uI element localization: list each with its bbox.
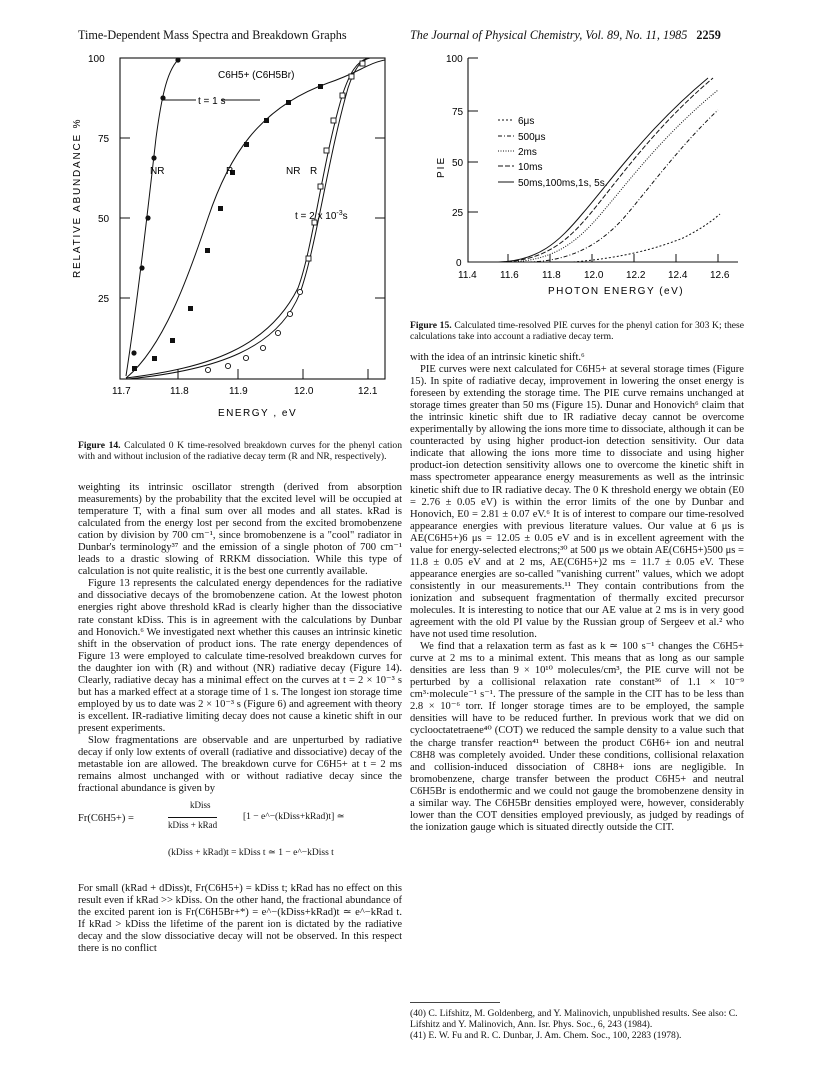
fig14-caption-text: Calculated 0 K time-resolved breakdown curves for the phenyl cation with and without inclusion of the radiative decay term (R and NR, respectively).	[78, 440, 402, 463]
eq-tail-1: [1 − e^−(kDiss+kRad)t] ≃	[243, 812, 345, 823]
right-paragraph-2: PIE curves were next calculated for C6H5+ at several storage times (Figure 15). In spite of radiative decay, improvement in lowering the onset energy is foreseen by extending the storage time. The PIE curve remains unchanged at storage times greater than 50 ms (Figure 15). Dunar and Honovich⁶ claim that the intrinsic kinetic shift due to IR radiative decay cannot be overcome experimentally by allowing the ions more time to dissociate, although it can be counteracted by using higher product-ion detection sensitivity. Our data indicate that allowing the ions more time to dissociate and using higher product-ion detection sensitivity allows one to overcome the kinetic shift in mass spectrometer appearance energy measurements as well as the intrinsic kinetic shift due to IR radiative decay. The 0 K threshold energy we obtain (E0 = 2.76 ± 0.05 eV) is within the error limits of the one by Dunbar and Honovich, E0 = 2.81 ± 0.07 eV.⁶ It is of interest to compare our time-resolved appearance energies with previous literature values. Our value at 6 μs is AE(C6H5+)6 μs = 12.05 ± 0.05 eV and is in excellent agreement with the value for energy-selected electrons;³⁰ at 500 μs we obtain AE(C6H5+)500 μs = 11.8 ± 0.05 eV and at 2 ms, AE(C6H5+)2 ms = 11.7 ± 0.05 eV. These appearance energies are so-called "vanishing current" values, which we adopt consistently in our measurements.¹¹ They contain contributions from the ionization and subsequent fragmentation of thermally excited precursor molecules. It is interesting to notice that our AE value at 2 ms is in very good agreement with the old PI value by the Russian group of Sergeev et al.² who have not used time resolution.	[410, 364, 744, 641]
figure-15	[408, 48, 738, 313]
fig15-xtick-6: 12.6	[710, 270, 730, 281]
fig14-curve-1s-nr	[126, 58, 180, 376]
fig14-ytick-25: 25	[98, 294, 110, 305]
fig15-xtick-2: 11.8	[542, 270, 561, 281]
fig15-ytick-0: 0	[456, 258, 462, 269]
right-paragraph-3: We find that a relaxation term as fast as k ≃ 100 s⁻¹ changes the C6H5+ curve at 2 ms to a minimal extent. This means that as long as our sample densities are less than 9 × 10¹⁰ molecules/cm³, the PIE curve will not be perturbed by a collisional relaxation rate constant³⁶ of 1.1 × 10⁻⁹ cm³·molecule⁻¹ s⁻¹. The pressure of the sample in the CIT has to be less than 2.8 × 10⁻⁶ torr. If longer storage times are to be employed, the sample densities will have to be reduced further. In previous work that we did on cyclooctatetraene⁴⁰ (COT) we reduced the sample density to a value such that the charge transfer reaction⁴¹ between the product C6H6+ ion and neutral C8H8 was completely avoided. Under these conditions, collisional relaxation and collision-induced dissociation of C8H8+ ions are negligible. In bromobenzene, charge transfer between the product C6H5+ and neutral C6H5Br is endothermic and we could not gauge the bromobenzene density in a similar way. The C6H5Br densities employed were, however, considerably lower than the COT densities employed previously, as judged by readings of the ionization gauge which is situated directly outside the CIT.	[410, 641, 744, 833]
fig15-xtick-3: 12.0	[584, 270, 604, 281]
fig15-ytick-75: 75	[452, 107, 464, 118]
running-header-left: Time-Dependent Mass Spectra and Breakdown Graphs	[78, 28, 347, 42]
fig15-legend-2ms: 2ms	[518, 147, 537, 158]
eq-den: kDiss + kRad	[168, 817, 217, 831]
fig14-xtick-1: 11.8	[170, 386, 189, 397]
fig14-label-r: R	[226, 166, 234, 177]
fig15-legend-50ms: 50ms,100ms,1s, 5s.	[518, 178, 608, 189]
left-column	[78, 482, 402, 956]
fig15-caption-label: Figure 15.	[410, 320, 452, 331]
left-paragraph-3: Slow fragmentations are observable and are unperturbed by radiative decay if only low extents of overall (radiative and dissociative) decay of the metastable ion are allowed. The breakdown curve for C6H5+ at t = 2 ms remains almost unchanged with or without radiative decay since the fractional abundance is given by	[78, 734, 402, 795]
fig15-legend-10ms: 10ms	[518, 162, 543, 173]
right-column	[410, 352, 744, 834]
fig14-label-nr: NR	[150, 166, 165, 177]
fig15-xtick-4: 12.2	[626, 270, 646, 281]
fig14-label-nr2: NR	[286, 166, 301, 177]
fig15-ytick-50: 50	[452, 158, 464, 169]
left-paragraph-2: Figure 13 represents the calculated energy dependences for the radiative and dissociative decays of the bromobenzene cation. At the lowest photon energies right above threshold kRad is clearly higher than the dissociative rate constant kDiss. This is in agreement with the calculations by Dunbar and Honovich.⁶ We investigated next whether this causes an intrinsic kinetic shift in the observation of product ions. The rate energy dependences of Figure 13 were employed to calculate time-resolved breakdown curves for the daughter ion with (R) and without (NR) radiative decay (Figure 14). Clearly, radiative decay has a minimal effect on the curves at t = 2 × 10⁻³ s but has a marked effect at a storage time of 1 s. The longest ion storage time employed by us to date was 2 × 10⁻³ s (Figure 6) and agreement with theory is excellent. IR-radiative limiting decay does not cause a kinetic shift in our present experiments.	[78, 578, 402, 734]
right-paragraph-1: with the idea of an intrinsic kinetic shift.⁶	[410, 352, 585, 363]
equation-fr	[78, 799, 402, 877]
fig15-xlabel: PHOTON ENERGY (eV)	[548, 286, 685, 297]
left-paragraph-4: For small (kRad + dDiss)t, Fr(C6H5+) = kDiss t; kRad has no effect on this result even if kRad >> kDiss. On the other hand, the fractional abundance of the excited parent ion is Fr(C6H5Br+*) = e^−(kDiss+kRad)t ≃ e^−kRad t. If kRad > kDiss the lifetime of the parent ion is dictated by the radiative decay and the slow dissociative decay will not be observed. In this respect there is no conflict	[78, 883, 402, 955]
footnote-rule	[410, 1002, 500, 1003]
fig15-xtick-0: 11.4	[458, 270, 477, 281]
eq-num: kDiss	[190, 800, 211, 811]
journal-citation: The Journal of Physical Chemistry, Vol. 89, No. 11, 1985	[410, 28, 688, 42]
running-header-right	[410, 28, 721, 43]
fig14-t1-label: t = 1 s	[198, 96, 226, 107]
fig14-xtick-0: 11.7	[112, 386, 131, 397]
fig14-xtick-2: 11.9	[229, 386, 248, 397]
left-paragraph-1: weighting its intrinsic oscillator strength (derived from absorption measurements) by the probability that the excited level will be occupied at temperature T, with a final sum over all modes and all states. kRad is calculated from the energy lost per second from the excited bromobenzene cation by division by 700 cm⁻¹, since bromobenzene is a "cool" radiator in Dunbar's terminology³⁷ and the emission of a single photon of 700 cm⁻¹ leads to a drastic slowing of RRKM dissociation. While this type of calculation is not quite realistic, it is the best one currently available.	[78, 482, 402, 578]
footnote-41: (41) E. W. Fu and R. C. Dunbar, J. Am. Chem. Soc., 100, 2283 (1978).	[410, 1030, 682, 1041]
fig15-xtick-5: 12.4	[668, 270, 688, 281]
fig15-ylabel: PIE	[436, 155, 447, 178]
eq-tail-2: (kDiss + kRad)t = kDiss t ≃ 1 − e^−kDiss t	[168, 848, 334, 859]
fig15-curve-6us	[573, 214, 720, 262]
fig14-xtick-3: 12.0	[294, 386, 314, 397]
fig14-t2-label: t = 2 x $10^{-3}s$	[295, 210, 348, 222]
fig14-xtick-4: 12.1	[358, 386, 378, 397]
fig15-ytick-25: 25	[452, 208, 464, 219]
fig14-xlabel: ENERGY , eV	[218, 408, 298, 419]
fig14-ytick-75: 75	[98, 134, 110, 145]
fig14-caption-label: Figure 14.	[78, 440, 121, 451]
fig15-axes	[468, 58, 738, 262]
footnotes	[410, 1008, 744, 1041]
fig15-ytick-100: 100	[446, 54, 463, 65]
figure-14-caption	[78, 440, 402, 462]
fig15-legend-6us: 6μs	[518, 116, 535, 127]
fig14-label-r2: R	[310, 166, 318, 177]
fig14-ytick-100: 100	[88, 54, 105, 65]
figure-14	[68, 48, 398, 423]
fig15-caption-text: Calculated time-resolved PIE curves for the phenyl cation for 303 K; these calculations take into account a radiative decay term.	[410, 320, 744, 343]
figure-15-caption	[410, 320, 744, 342]
fig15-xtick-1: 11.6	[500, 270, 519, 281]
fig14-ylabel: RELATIVE ABUNDANCE %	[72, 117, 83, 278]
fig14-curve-title: C6H5+ (C6H5Br)	[218, 70, 295, 81]
page-number: 2259	[696, 28, 721, 42]
footnote-40: (40) C. Lifshitz, M. Goldenberg, and Y. Malinovich, unpublished results. See also: C. Lifshitz and Y. Malinovich, Ann. Isr. Phys. Soc., 6, 243 (1984).	[410, 1008, 738, 1030]
fig14-ytick-50: 50	[98, 214, 110, 225]
eq-lhs: Fr(C6H5+) =	[78, 813, 134, 825]
fig15-legend-500us: 500μs	[518, 132, 546, 143]
